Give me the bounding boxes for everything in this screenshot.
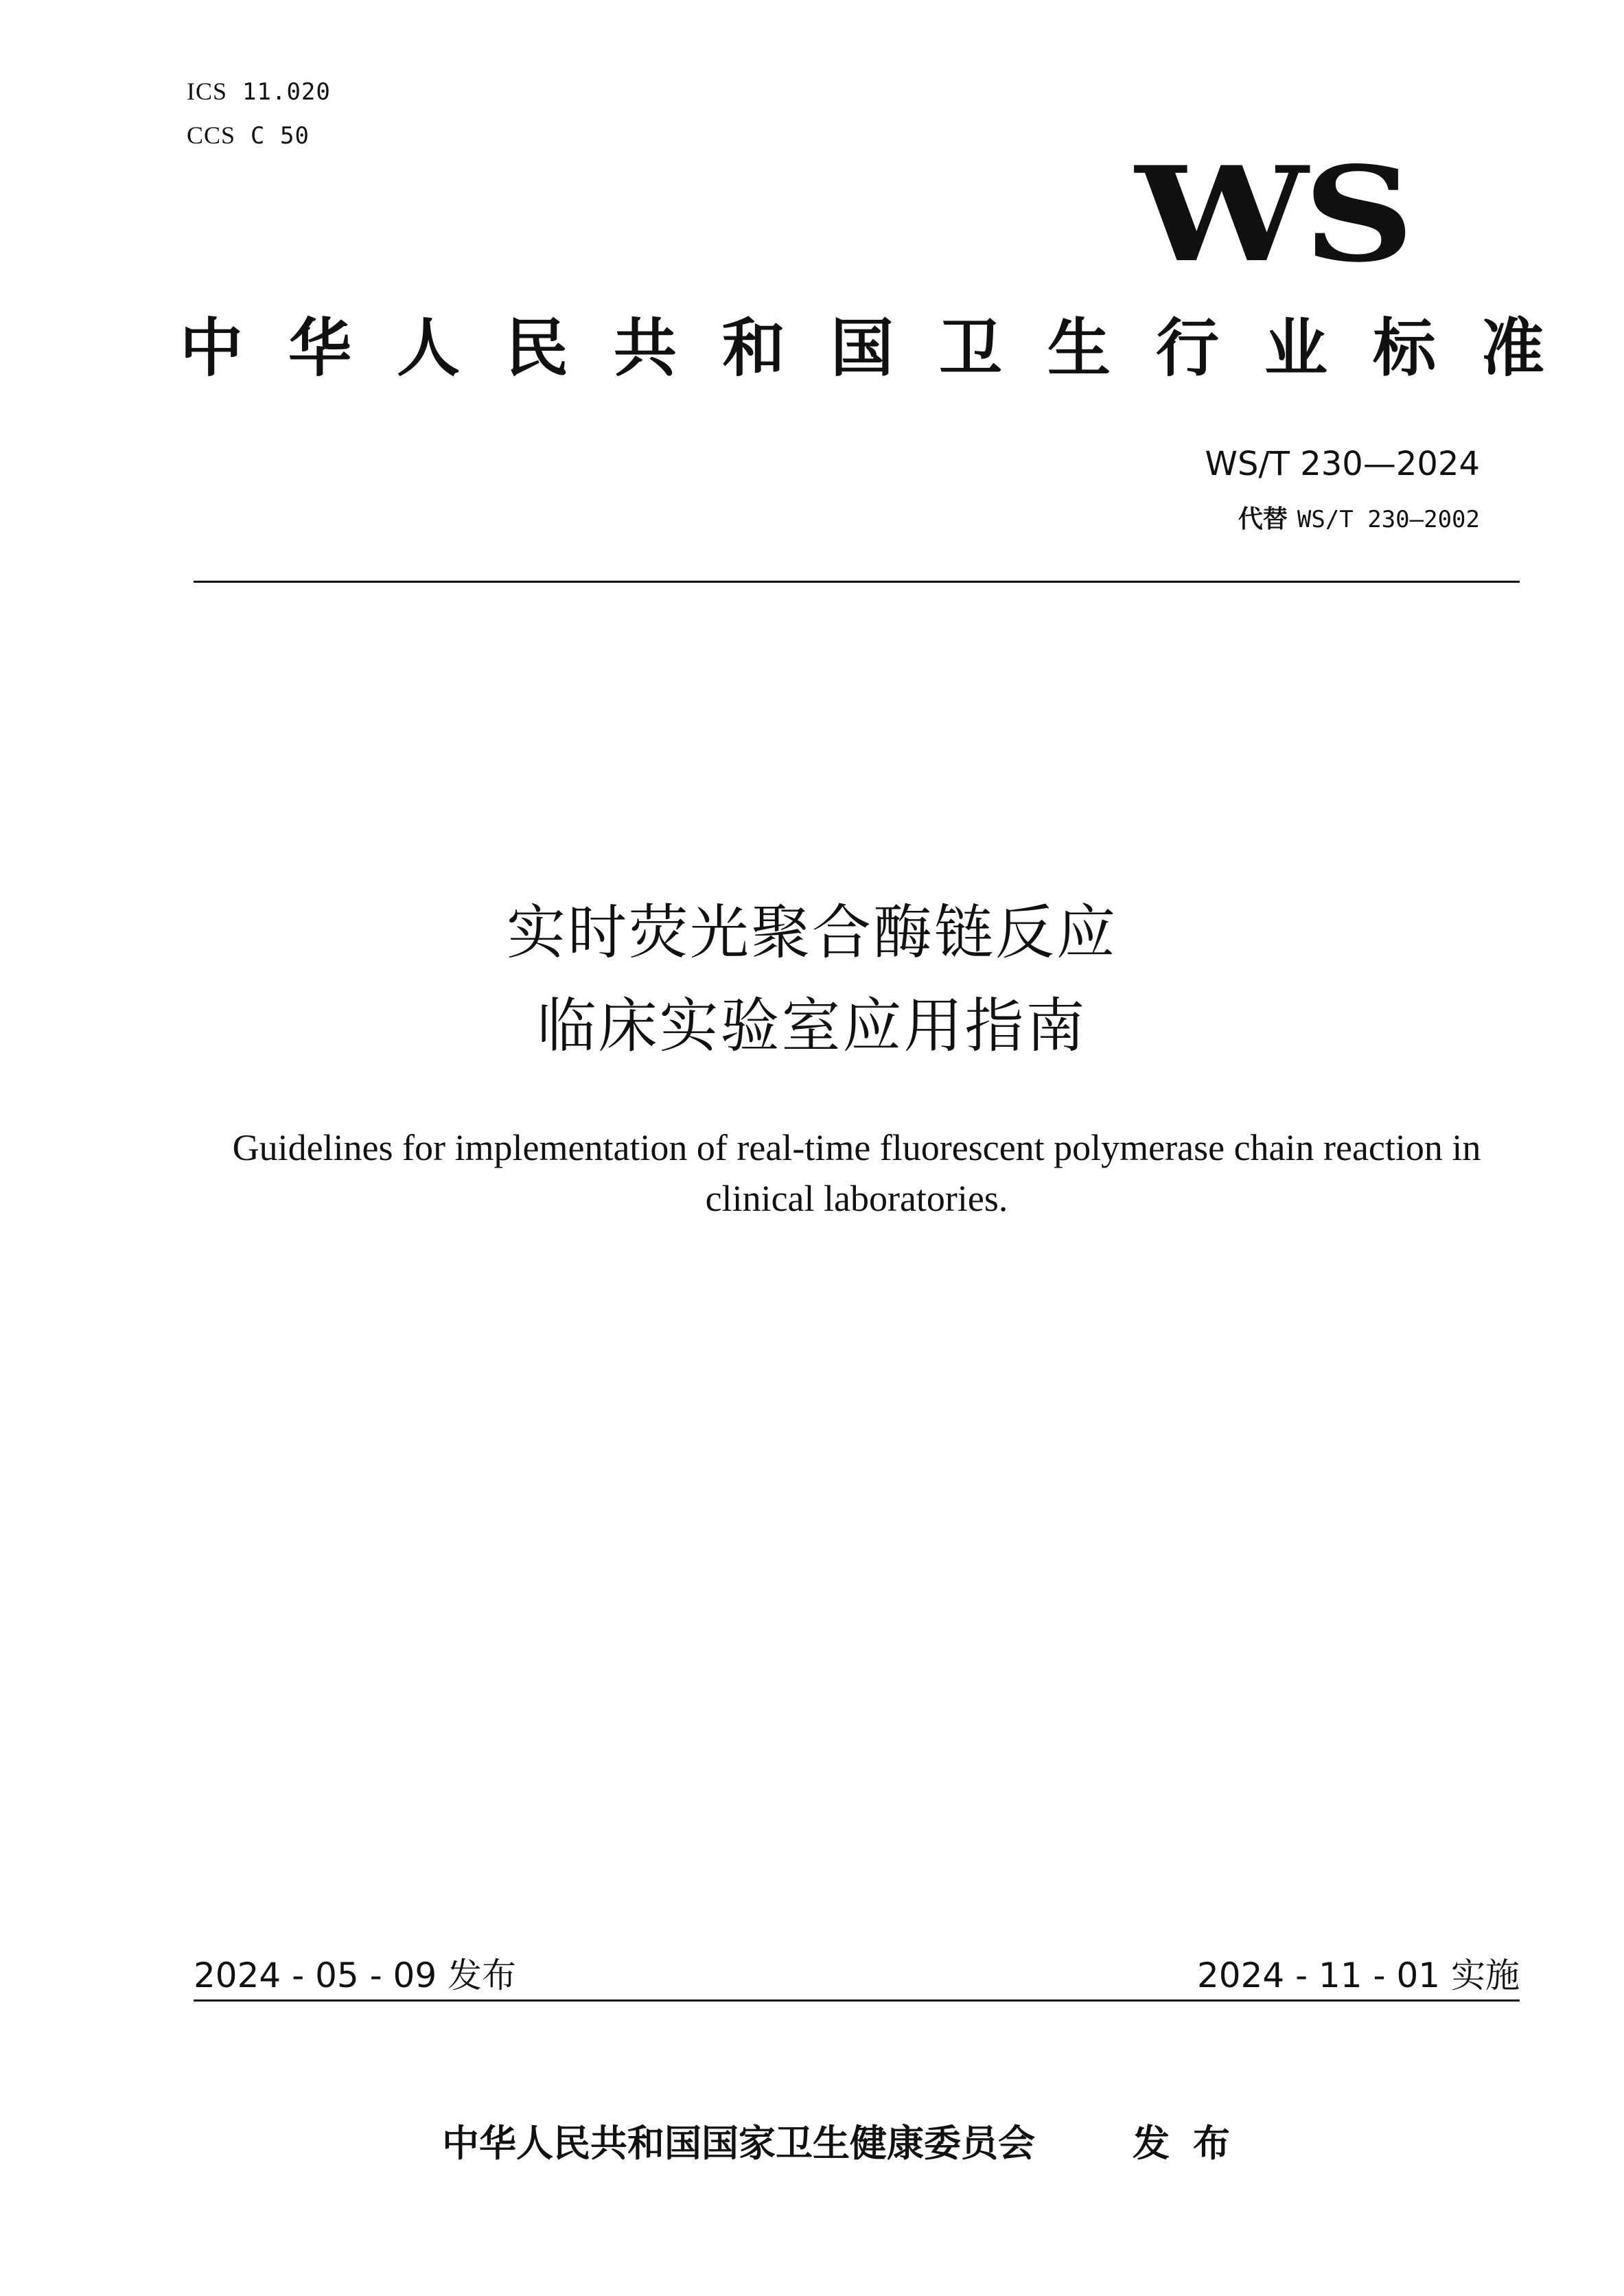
ccs-label: CCS <box>187 121 236 149</box>
document-title-line-2: 临床实验室应用指南 <box>537 992 1087 1060</box>
footer-divider <box>194 1999 1520 2002</box>
ccs-classification <box>187 121 310 150</box>
issuing-authority: 中华人民共和国国家卫生健康委员会 <box>442 2122 1035 2165</box>
standard-category-title: 中华人民共和国卫生行业标准 <box>180 312 1590 385</box>
ics-classification <box>187 77 331 106</box>
implementation-date: 2024 - 11 - 01 实施 <box>1196 1956 1520 1995</box>
replaces-label: 代替 <box>1238 505 1288 533</box>
ics-label: ICS <box>187 78 228 105</box>
ics-code: 11.020 <box>242 78 331 106</box>
issue-date: 2024 - 05 - 09 发布 <box>194 1956 517 1995</box>
publish-label: 发布 <box>1133 2122 1253 2165</box>
replaces-standard <box>1238 500 1480 535</box>
document-title-line-1: 实时荧光聚合酶链反应 <box>507 898 1117 967</box>
header-divider <box>194 581 1520 583</box>
replaces-number: WS/T 230—2002 <box>1297 506 1480 533</box>
ccs-code: C 50 <box>251 122 310 150</box>
standard-number: WS/T 230—2024 <box>1205 445 1480 483</box>
ws-logo: WS <box>1135 138 1410 291</box>
english-title: Guidelines for implementation of real-time fluorescent polymerase chain reaction in clinical laboratories. <box>232 1127 1481 1219</box>
